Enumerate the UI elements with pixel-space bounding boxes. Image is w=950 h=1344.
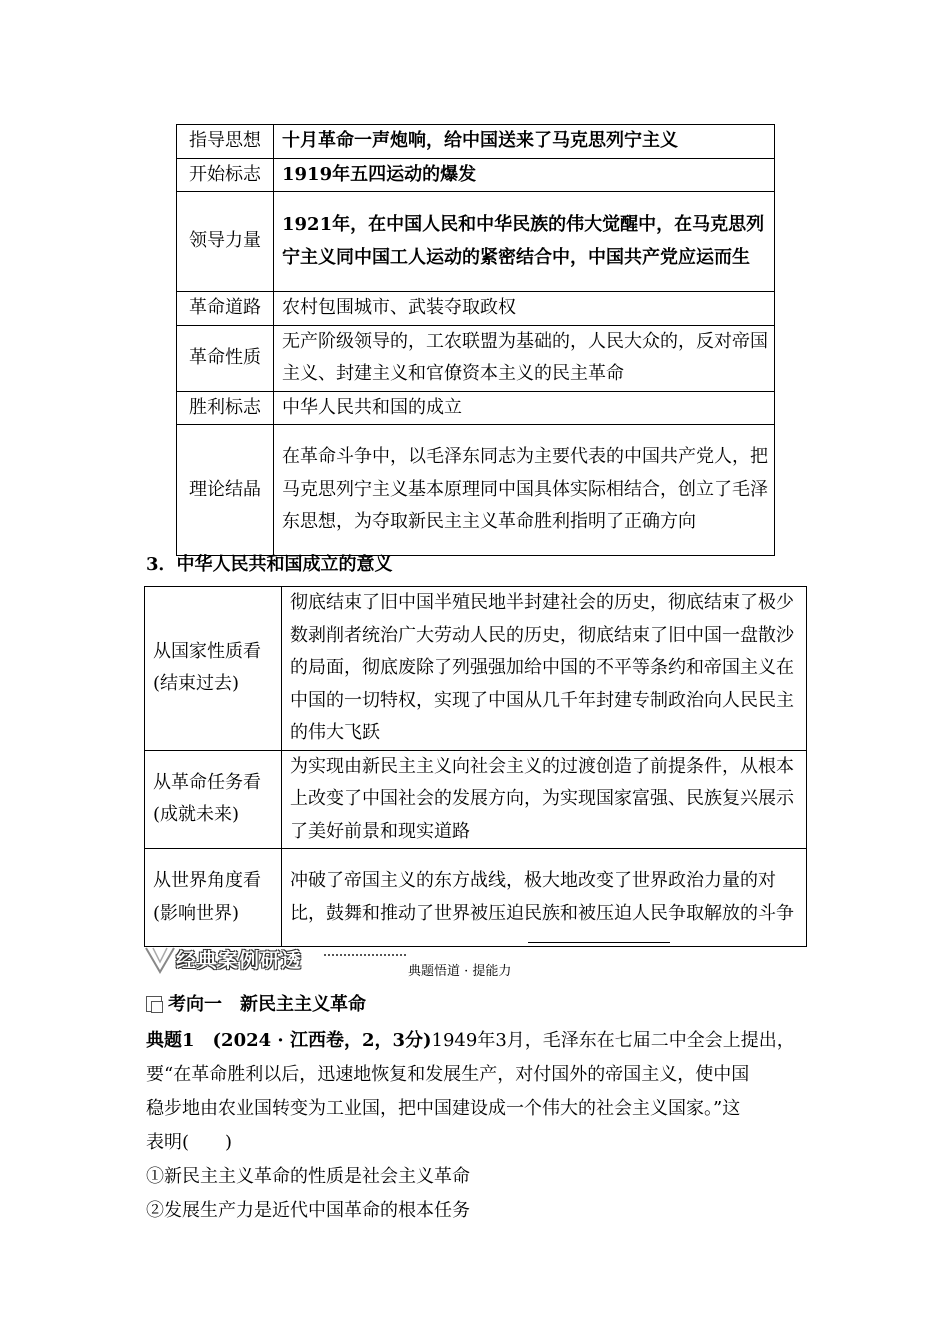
t1-value: 中华人民共和国的成立: [274, 391, 775, 425]
t2-key: 从革命任务看(成就未来): [145, 750, 282, 849]
question-text: 1949年3月，毛泽东在七届二中全会上提出，: [431, 1030, 795, 1051]
option-2: ②发展生产力是近代中国革命的根本任务: [146, 1200, 470, 1221]
t1-value: 在革命斗争中，以毛泽东同志为主要代表的中国共产党人，把马克思列宁主义基本原理同中国具体实际相结合，创立了毛泽东思想，为夺取新民主主义革命胜利指明了正确方向: [274, 425, 775, 556]
section-banner: [140, 940, 670, 980]
t1-value: 1921年，在中国人民和中华民族的伟大觉醒中，在马克思列宁主义同中国工人运动的紧密结合中，中国共产党应运而生: [274, 192, 775, 292]
section-3-title: 3．中华人民共和国成立的意义: [146, 554, 393, 575]
prc-significance-table: [144, 586, 807, 947]
banner-title: 经典案例研透: [176, 948, 302, 972]
triangle-icon: [144, 944, 178, 976]
t2-value: 彻底结束了旧中国半殖民地半封建社会的历史，彻底结束了极少数剥削者统治广大劳动人民的历史，彻底结束了旧中国一盘散沙的局面，彻底废除了列强强加给中国的不平等条约和帝国主义在中国的一切特权，实现了中国从几千年封建专制政治向人民民主的伟大飞跃: [282, 587, 807, 751]
t1-value: 1919年五四运动的爆发: [274, 158, 775, 192]
t1-key: 革命道路: [177, 292, 274, 326]
banner-dots: [324, 954, 406, 956]
square-icon: [146, 996, 162, 1012]
kaoxiang-heading: [146, 990, 366, 1016]
t1-key: 领导力量: [177, 192, 274, 292]
question-label: 典题1: [146, 1030, 195, 1051]
banner-line: [528, 942, 670, 943]
t1-key: 理论结晶: [177, 425, 274, 556]
t2-value: 为实现由新民主主义向社会主义的过渡创造了前提条件，从根本上改变了中国社会的发展方向，为实现国家富强、民族复兴展示了美好前景和现实道路: [282, 750, 807, 849]
question-line: 稳步地由农业国转变为工业国，把中国建设成一个伟大的社会主义国家。”这: [146, 1098, 741, 1119]
t2-value: 冲破了帝国主义的东方战线，极大地改变了世界政治力量的对比，鼓舞和推动了世界被压迫民族和被压迫人民争取解放的斗争: [282, 849, 807, 947]
t1-key: 开始标志: [177, 158, 274, 192]
t1-key: 胜利标志: [177, 391, 274, 425]
banner-subtitle: 典题悟道 · 提能力: [408, 964, 512, 979]
question-source: (2024 · 江西卷，2，3分): [212, 1030, 432, 1051]
t1-value: 农村包围城市、武装夺取政权: [274, 292, 775, 326]
t1-value: 无产阶级领导的，工农联盟为基础的，人民大众的，反对帝国主义、封建主义和官僚资本主义的民主革命: [274, 325, 775, 391]
t2-key: 从世界角度看(影响世界): [145, 849, 282, 947]
question-line: 要“在革命胜利以后，迅速地恢复和发展生产，对付国外的帝国主义，使中国: [146, 1064, 750, 1085]
t1-key: 指导思想: [177, 125, 274, 159]
kaoxiang-title: 考向一 新民主主义革命: [168, 994, 366, 1015]
t2-key: 从国家性质看(结束过去): [145, 587, 282, 751]
question-line: 表明( ): [146, 1132, 233, 1153]
question-line: [146, 1026, 795, 1052]
revolution-summary-table: [176, 124, 775, 556]
t1-value: 十月革命一声炮响，给中国送来了马克思列宁主义: [274, 125, 775, 159]
t1-key: 革命性质: [177, 325, 274, 391]
option-1: ①新民主主义革命的性质是社会主义革命: [146, 1166, 470, 1187]
